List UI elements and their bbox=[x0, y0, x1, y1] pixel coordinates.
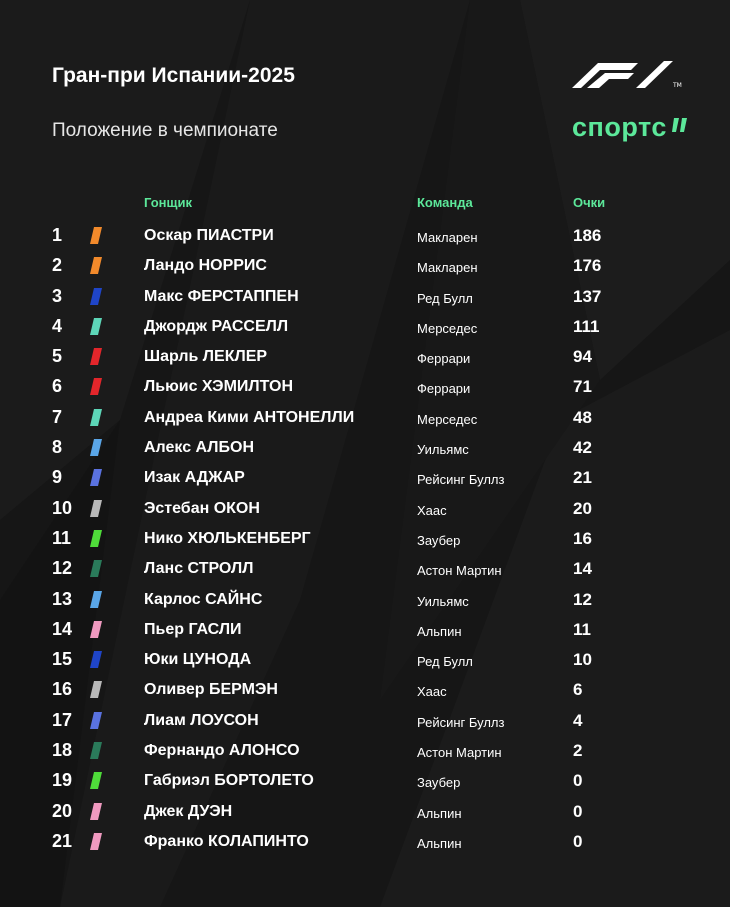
team-name: Ред Булл bbox=[417, 290, 473, 306]
standings-row bbox=[0, 706, 730, 736]
points-value: 21 bbox=[573, 468, 592, 488]
team-color-stripe-icon bbox=[90, 712, 102, 729]
driver-name: Оскар ПИАСТРИ bbox=[144, 227, 274, 244]
points-value: 2 bbox=[573, 741, 583, 761]
position-number: 12 bbox=[52, 558, 73, 579]
standings-row bbox=[0, 433, 730, 463]
team-color-stripe-icon bbox=[90, 348, 102, 365]
position-number: 8 bbox=[52, 437, 63, 458]
team-name: Мерседес bbox=[417, 320, 478, 336]
standings-row bbox=[0, 675, 730, 705]
points-value: 94 bbox=[573, 347, 592, 367]
points-value: 0 bbox=[573, 831, 583, 851]
column-header-driver: Гонщик bbox=[144, 195, 192, 210]
team-name: Рейсинг Буллз bbox=[417, 714, 505, 730]
team-color-stripe-icon bbox=[90, 651, 102, 668]
team-color-stripe-icon bbox=[90, 288, 102, 305]
points-value: 176 bbox=[573, 256, 602, 276]
driver-name: Андреа Кими АНТОНЕЛЛИ bbox=[144, 408, 355, 426]
position-number: 2 bbox=[52, 255, 63, 276]
position-number: 20 bbox=[52, 800, 73, 821]
position-number: 16 bbox=[52, 679, 73, 700]
team-color-stripe-icon bbox=[90, 833, 102, 850]
position-number: 18 bbox=[52, 740, 73, 761]
points-value: 137 bbox=[573, 286, 602, 306]
team-color-stripe-icon bbox=[90, 803, 102, 820]
driver-name: Макс ФЕРСТАППЕН bbox=[144, 287, 299, 305]
standings-row bbox=[0, 585, 730, 615]
standings-row bbox=[0, 797, 730, 827]
position-number: 11 bbox=[52, 527, 72, 548]
driver-name: Лиам ЛОУСОН bbox=[144, 711, 259, 729]
team-name: Рейсинг Буллз bbox=[417, 472, 505, 488]
team-name: Астон Мартин bbox=[417, 745, 502, 761]
position-number: 21 bbox=[52, 830, 73, 851]
points-value: 11 bbox=[573, 619, 591, 639]
team-color-stripe-icon bbox=[90, 772, 102, 789]
team-color-stripe-icon bbox=[90, 227, 102, 244]
points-value: 10 bbox=[573, 650, 592, 670]
driver-name: Шарль ЛЕКЛЕР bbox=[144, 348, 268, 366]
driver-name: Юки ЦУНОДА bbox=[144, 651, 252, 669]
points-value: 4 bbox=[573, 710, 583, 730]
standings-row bbox=[0, 827, 730, 857]
standings-row bbox=[0, 251, 730, 281]
driver-name: Эстебан ОКОН bbox=[144, 499, 260, 517]
team-name: Альпин bbox=[417, 623, 462, 639]
team-color-stripe-icon bbox=[90, 409, 102, 426]
position-number: 7 bbox=[52, 406, 63, 427]
standings-row bbox=[0, 221, 730, 251]
driver-name: Нико ХЮЛЬКЕНБЕРГ bbox=[144, 529, 311, 547]
team-name: Хаас bbox=[417, 502, 447, 518]
team-color-stripe-icon bbox=[90, 469, 102, 486]
standings-row bbox=[0, 282, 730, 312]
standings-row bbox=[0, 524, 730, 554]
standings-row bbox=[0, 554, 730, 584]
driver-name: Алекс АЛБОН bbox=[144, 439, 255, 457]
standings-row bbox=[0, 736, 730, 766]
column-header-team: Команда bbox=[417, 195, 473, 210]
page-subtitle: Положение в чемпионате bbox=[52, 120, 278, 141]
team-name: Астон Мартин bbox=[417, 563, 502, 579]
position-number: 19 bbox=[52, 770, 73, 791]
team-color-stripe-icon bbox=[90, 500, 102, 517]
team-name: Ред Булл bbox=[417, 654, 473, 670]
points-value: 16 bbox=[573, 528, 592, 548]
position-number: 17 bbox=[52, 709, 73, 730]
f1-logo-icon bbox=[572, 58, 680, 88]
driver-name: Фернандо АЛОНСО bbox=[144, 742, 300, 760]
driver-name: Джек ДУЭН bbox=[144, 802, 233, 820]
driver-name: Льюис ХЭМИЛТОН bbox=[144, 378, 293, 396]
points-value: 111 bbox=[573, 316, 600, 336]
points-value: 12 bbox=[573, 589, 592, 609]
standings-row bbox=[0, 463, 730, 493]
team-color-stripe-icon bbox=[90, 681, 102, 698]
team-name: Заубер bbox=[417, 775, 461, 791]
points-value: 71 bbox=[573, 377, 592, 397]
points-value: 14 bbox=[573, 559, 592, 579]
driver-name: Пьер ГАСЛИ bbox=[144, 620, 242, 638]
standings-row bbox=[0, 766, 730, 796]
standings-row bbox=[0, 312, 730, 342]
team-color-stripe-icon bbox=[90, 560, 102, 577]
team-color-stripe-icon bbox=[90, 378, 102, 395]
sports-logo: спортс bbox=[572, 112, 667, 142]
team-name: Макларен bbox=[417, 230, 478, 245]
sports-logo-mark-icon bbox=[672, 118, 688, 132]
team-color-stripe-icon bbox=[90, 591, 102, 608]
driver-name: Франко КОЛАПИНТО bbox=[144, 832, 309, 850]
driver-name: Ланс СТРОЛЛ bbox=[144, 560, 254, 578]
team-color-stripe-icon bbox=[90, 439, 102, 456]
points-value: 0 bbox=[573, 801, 583, 821]
points-value: 42 bbox=[573, 438, 592, 458]
team-name: Заубер bbox=[417, 532, 461, 548]
page-title: Гран-при Испании-2025 bbox=[52, 64, 295, 87]
standings-row bbox=[0, 615, 730, 645]
driver-name: Изак АДЖАР bbox=[144, 469, 245, 487]
team-color-stripe-icon bbox=[90, 257, 102, 274]
points-value: 20 bbox=[573, 498, 592, 518]
position-number: 3 bbox=[52, 285, 63, 306]
team-name: Мерседес bbox=[417, 411, 478, 427]
driver-name: Ландо НОРРИС bbox=[144, 257, 267, 275]
points-value: 0 bbox=[573, 771, 583, 791]
team-name: Уильямс bbox=[417, 593, 469, 609]
standings-row bbox=[0, 494, 730, 524]
standings-row bbox=[0, 372, 730, 402]
team-color-stripe-icon bbox=[90, 318, 102, 335]
column-header-points: Очки bbox=[573, 195, 606, 210]
team-color-stripe-icon bbox=[90, 530, 102, 547]
standings-row bbox=[0, 645, 730, 675]
position-number: 4 bbox=[52, 315, 63, 336]
points-value: 186 bbox=[573, 226, 602, 245]
driver-name: Габриэл БОРТОЛЕТО bbox=[144, 772, 314, 790]
driver-name: Карлос САЙНС bbox=[144, 590, 263, 608]
position-number: 6 bbox=[52, 376, 63, 397]
team-name: Феррари bbox=[417, 381, 471, 397]
svg-text:TM: TM bbox=[673, 82, 682, 89]
position-number: 14 bbox=[52, 618, 73, 639]
team-name: Хаас bbox=[417, 684, 447, 700]
position-number: 1 bbox=[52, 225, 63, 245]
points-value: 6 bbox=[573, 680, 583, 700]
team-name: Альпин bbox=[417, 805, 462, 821]
position-number: 5 bbox=[52, 346, 63, 367]
team-name: Альпин bbox=[417, 835, 462, 851]
team-name: Макларен bbox=[417, 260, 478, 276]
driver-name: Джордж РАССЕЛЛ bbox=[144, 317, 289, 335]
standings-row bbox=[0, 342, 730, 372]
team-color-stripe-icon bbox=[90, 621, 102, 638]
team-name: Уильямс bbox=[417, 442, 469, 458]
points-value: 48 bbox=[573, 407, 592, 427]
driver-name: Оливер БЕРМЭН bbox=[144, 681, 278, 699]
standings-table bbox=[0, 221, 730, 857]
position-number: 9 bbox=[52, 467, 63, 488]
team-name: Феррари bbox=[417, 351, 471, 367]
position-number: 10 bbox=[52, 497, 73, 518]
position-number: 13 bbox=[52, 588, 73, 609]
standings-row bbox=[0, 403, 730, 433]
position-number: 15 bbox=[52, 649, 73, 670]
team-color-stripe-icon bbox=[90, 742, 102, 759]
